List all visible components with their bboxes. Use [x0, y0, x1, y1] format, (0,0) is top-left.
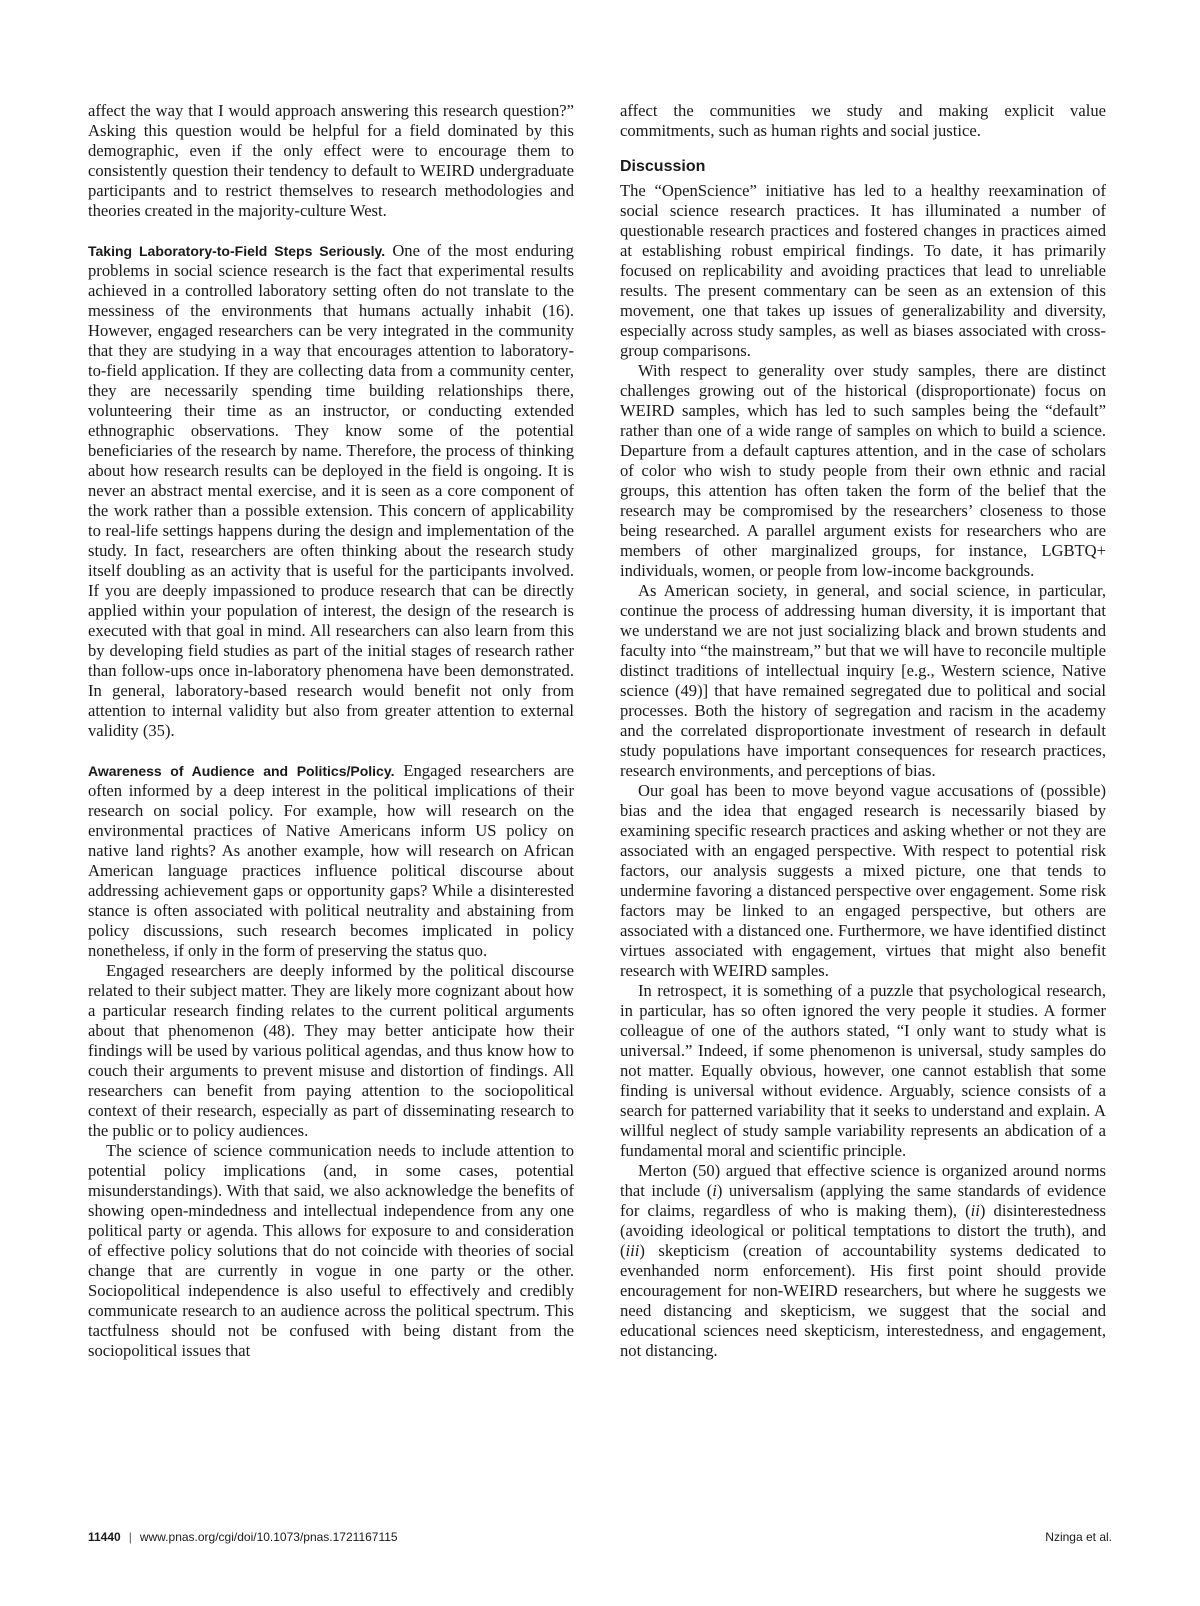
footer-separator: |	[128, 1530, 132, 1544]
paragraph-science-communication: The science of science communication needs to include attention to potential policy implications (and, in some cases, potential misunderstandings). With that said, we also acknowledge the benefits of showing open-mindedness and intellectual independence from any one political party or agenda. This allows for exposure to and consideration of effective policy solutions that do not coincide with theories of social change that are currently in vogue in one party or the other. Sociopolitical independence is also useful to effectively and credibly communicate research to an audience across the political spectrum. This tactfulness should not be confused with being distant from the sociopolitical issues that	[88, 1141, 574, 1360]
merton-numeral-iii: iii	[625, 1241, 640, 1260]
page-number: 11440	[88, 1530, 121, 1544]
subheading-audience-politics: Awareness of Audience and Politics/Policy.	[88, 763, 395, 779]
paragraph-american-society: As American society, in general, and social science, in particular, continue the process of addressing human diversity, it is important that we understand we are not just socializing black and brown students and faculty into “the mainstream,” but that we will have to reconcile multiple distinct traditions of intellectual inquiry [e.g., Western science, Native science (49)] that have remained segregated due to political and social processes. Both the history of segregation and racism in the academy and the correlated disproportionate investment of research in default study populations have important consequences for research practices, research environments, and perceptions of bias.	[620, 581, 1106, 780]
merton-numeral-i: i	[712, 1181, 717, 1200]
paragraph-community-commitments: affect the communities we study and making explicit value commitments, such as human rights and social justice.	[620, 101, 1106, 140]
paragraph-laboratory-to-field	[88, 241, 574, 741]
page-footer	[88, 1530, 1112, 1544]
right-column	[620, 101, 1106, 1361]
merton-text-2: ) universalism (applying the same standards of evidence for claims, regardless of who is making them), (	[620, 1181, 1107, 1220]
paragraph-our-goal: Our goal has been to move beyond vague accusations of (possible) bias and the idea that engaged research is necessarily biased by examining specific research practices and asking whether or not they are associated with an engaged perspective. With respect to potential risk factors, our analysis suggests a mixed picture, one that tends to undermine favoring a distanced perspective over engagement. Some risk factors may be linked to an engaged perspective, but others are associated with a distanced one. Furthermore, we have identified distinct virtues associated with engagement, virtues that might also benefit research with WEIRD samples.	[620, 781, 1106, 980]
left-column	[88, 101, 574, 1361]
paragraph-engaged-researchers: Engaged researchers are deeply informed by the political discourse related to their subject matter. They are likely more cognizant about how a particular research finding relates to the current political arguments about that phenomenon (48). They may better anticipate how their findings will be used by various political agendas, and thus know how to couch their arguments to prevent misuse and distortion of findings. All researchers can benefit from paying attention to the sociopolitical context of their research, especially as part of disseminating research to the public or to policy audiences.	[88, 961, 574, 1140]
paragraph-generality: With respect to generality over study samples, there are distinct challenges growing out of the historical (disproportionate) focus on WEIRD samples, which has led to such samples being the “default” rather than one of a wide range of samples on which to build a science. Departure from a default captures attention, and in the case of scholars of color who wish to study people from their own ethnic and racial groups, this attention has often taken the form of the belief that the research may be compromised by the researchers’ closeness to those being researched. A parallel argument exists for researchers who are members of other marginalized groups, for instance, LGBTQ+ individuals, women, or people from low-income backgrounds.	[620, 361, 1106, 580]
paragraph-audience-politics	[88, 761, 574, 961]
paragraph-openscience: The “OpenScience” initiative has led to a healthy reexamination of social science research practices. It has illuminated a number of questionable research practices and fostered changes in practices aimed at establishing robust empirical findings. To date, it has primarily focused on replicability and avoiding practices that lead to unreliable results. The present commentary can be seen as an extension of this movement, one that takes up issues of generalizability and diversity, especially across study samples, as well as biases associated with cross-group comparisons.	[620, 181, 1106, 360]
merton-text-3: ) disinterestedness (avoiding ideological or political temptations to distort the truth), and (	[620, 1201, 1106, 1260]
subheading-laboratory-to-field: Taking Laboratory-to-Field Steps Seriously.	[88, 243, 386, 259]
paragraph-weird-question: affect the way that I would approach answering this research question?” Asking this question would be helpful for a field dominated by this demographic, even if the only effect were to encourage them to consistently question their tendency to default to WEIRD undergraduate participants and to restrict themselves to research methodologies and theories created in the majority-culture West.	[88, 101, 574, 220]
section-heading-discussion: Discussion	[620, 158, 706, 175]
merton-text-4: ) skepticism (creation of accountability systems dedicated to evenhanded norm enforcement). His first point should provide encouragement for non-WEIRD researchers, but where he suggests we need distancing and skepticism, we suggest that the social and educational sciences need skepticism, interestedness, and engagement, not distancing.	[620, 1241, 1106, 1360]
merton-numeral-ii: ii	[970, 1201, 980, 1220]
doi-link[interactable]: www.pnas.org/cgi/doi/10.1073/pnas.1721167115	[139, 1530, 398, 1544]
merton-text-1: Merton (50) argued that effective science is organized around norms that include (	[620, 1161, 1106, 1200]
audience-politics-text: Engaged researchers are often informed by a deep interest in the political implications of their research on social policy. For example, how will research on the environmental practices of Native Americans inform US policy on native land rights? As another example, how will research on African American language practices influence political discourse about addressing achievement gaps or opportunity gaps? While a disinterested stance is often associated with political neutrality and abstaining from policy discussions, such research becomes implicated in policy nonetheless, if only in the form of preserving the status quo.	[88, 761, 574, 960]
paragraph-retrospect: In retrospect, it is something of a puzzle that psychological research, in particular, has so often ignored the very people it studies. A former colleague of one of the authors stated, “I only want to study what is universal.” Indeed, if some phenomenon is universal, study samples do not matter. Equally obvious, however, one cannot establish that some finding is universal without evidence. Arguably, science consists of a search for patterned variability that it seeks to understand and explain. A willful neglect of study sample variability represents an abdication of a fundamental moral and scientific principle.	[620, 981, 1106, 1160]
laboratory-to-field-text: One of the most enduring problems in social science research is the fact that experimental results achieved in a controlled laboratory setting often do not translate to the messiness of the environments that humans actually inhabit (16). However, engaged researchers can be very integrated in the community that they are studying in a way that encourages attention to laboratory-to-field application. If they are collecting data from a community center, they are necessarily spending time building relationships there, volunteering their time as an instructor, or conducting extended ethnographic observations. They know some of the potential beneficiaries of the research by name. Therefore, the process of thinking about how research results can be deployed in the field is ongoing. It is never an abstract mental exercise, and it is seen as a core component of the work rather than a possible extension. This concern of applicability to real-life settings happens during the design and implementation of the study. In fact, researchers are often thinking about the research study itself doubling as an activity that is useful for the participants involved. If you are deeply impassioned to produce research that can be directly applied within your population of interest, the design of the research is executed with that goal in mind. All researchers can also learn from this by developing field studies as part of the initial stages of research rather than follow-ups once in-laboratory phenomena have been demonstrated. In general, laboratory-based research would benefit not only from attention to internal validity but also from greater attention to external validity (35).	[88, 241, 574, 740]
paragraph-merton	[620, 1161, 1106, 1361]
footer-authors: Nzinga et al.	[1045, 1530, 1112, 1544]
